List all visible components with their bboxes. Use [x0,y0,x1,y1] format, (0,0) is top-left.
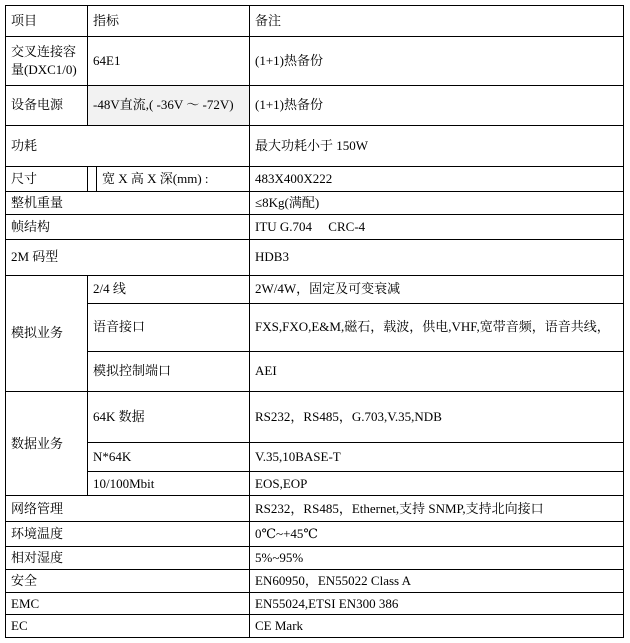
table-header-row [6,6,624,37]
table-row [6,570,624,593]
table-row [6,167,624,192]
table-row [6,496,624,522]
row-spec: 模拟控制端口 [88,351,250,392]
row-spacer [88,167,97,192]
table-row [6,443,624,472]
row-label: 2M 码型 [6,240,250,275]
row-spec: 宽 X 高 X 深(mm) : [97,167,250,192]
row-note: RS232，RS485，G.703,V.35,NDB [250,392,624,443]
row-note: 483X400X222 [250,167,624,192]
row-spec: 10/100Mbit [88,472,250,496]
row-spec: 2/4 线 [88,275,250,303]
row-note: EN55024,ETSI EN300 386 [250,593,624,615]
table-row [6,547,624,570]
table-row [6,215,624,240]
table-row [6,37,624,86]
row-label: EC [6,614,250,637]
row-label: 环境温度 [6,522,250,547]
row-label: 相对湿度 [6,547,250,570]
row-note: 最大功耗小于 150W [250,125,624,167]
row-note: EN60950，EN55022 Class A [250,570,624,593]
row-note: ITU G.704 CRC-4 [250,215,624,240]
table-row [6,86,624,126]
row-note: 0℃~+45℃ [250,522,624,547]
row-note: 2W/4W，固定及可变衰减 [250,275,624,303]
row-spec: N*64K [88,443,250,472]
row-label: 整机重量 [6,192,250,215]
spec-table [5,5,624,638]
row-label: 安全 [6,570,250,593]
table-row [6,192,624,215]
row-note: V.35,10BASE-T [250,443,624,472]
table-row [6,614,624,637]
table-row [6,240,624,275]
row-label: 尺寸 [6,167,88,192]
row-label: 交叉连接容量(DXC1/0) [6,37,88,86]
row-note: RS232，RS485，Ethernet,支持 SNMP,支持北向接口 [250,496,624,522]
row-note: (1+1)热备份 [250,86,624,126]
row-note: ≤8Kg(满配) [250,192,624,215]
header-note: 备注 [250,6,624,37]
row-label: EMC [6,593,250,615]
row-note: HDB3 [250,240,624,275]
table-row [6,351,624,392]
table-row [6,392,624,443]
header-spec: 指标 [88,6,250,37]
row-label: 功耗 [6,125,250,167]
row-spec: 语音接口 [88,303,250,351]
table-row [6,303,624,351]
row-note: CE Mark [250,614,624,637]
row-note: 5%~95% [250,547,624,570]
row-label: 设备电源 [6,86,88,126]
row-label: 数据业务 [6,392,88,496]
row-label: 帧结构 [6,215,250,240]
row-label: 网络管理 [6,496,250,522]
table-row [6,472,624,496]
row-note: (1+1)热备份 [250,37,624,86]
row-note: FXS,FXO,E&M,磁石，载波，供电,VHF,宽带音频，语音共线， [250,303,624,351]
table-row [6,522,624,547]
header-item: 项目 [6,6,88,37]
row-note: EOS,EOP [250,472,624,496]
row-spec: -48V直流,( -36V ～ -72V) [88,86,250,126]
row-spec: 64E1 [88,37,250,86]
row-note: AEI [250,351,624,392]
table-row [6,275,624,303]
table-row [6,593,624,615]
table-row [6,125,624,167]
row-label: 模拟业务 [6,275,88,392]
row-spec: 64K 数据 [88,392,250,443]
